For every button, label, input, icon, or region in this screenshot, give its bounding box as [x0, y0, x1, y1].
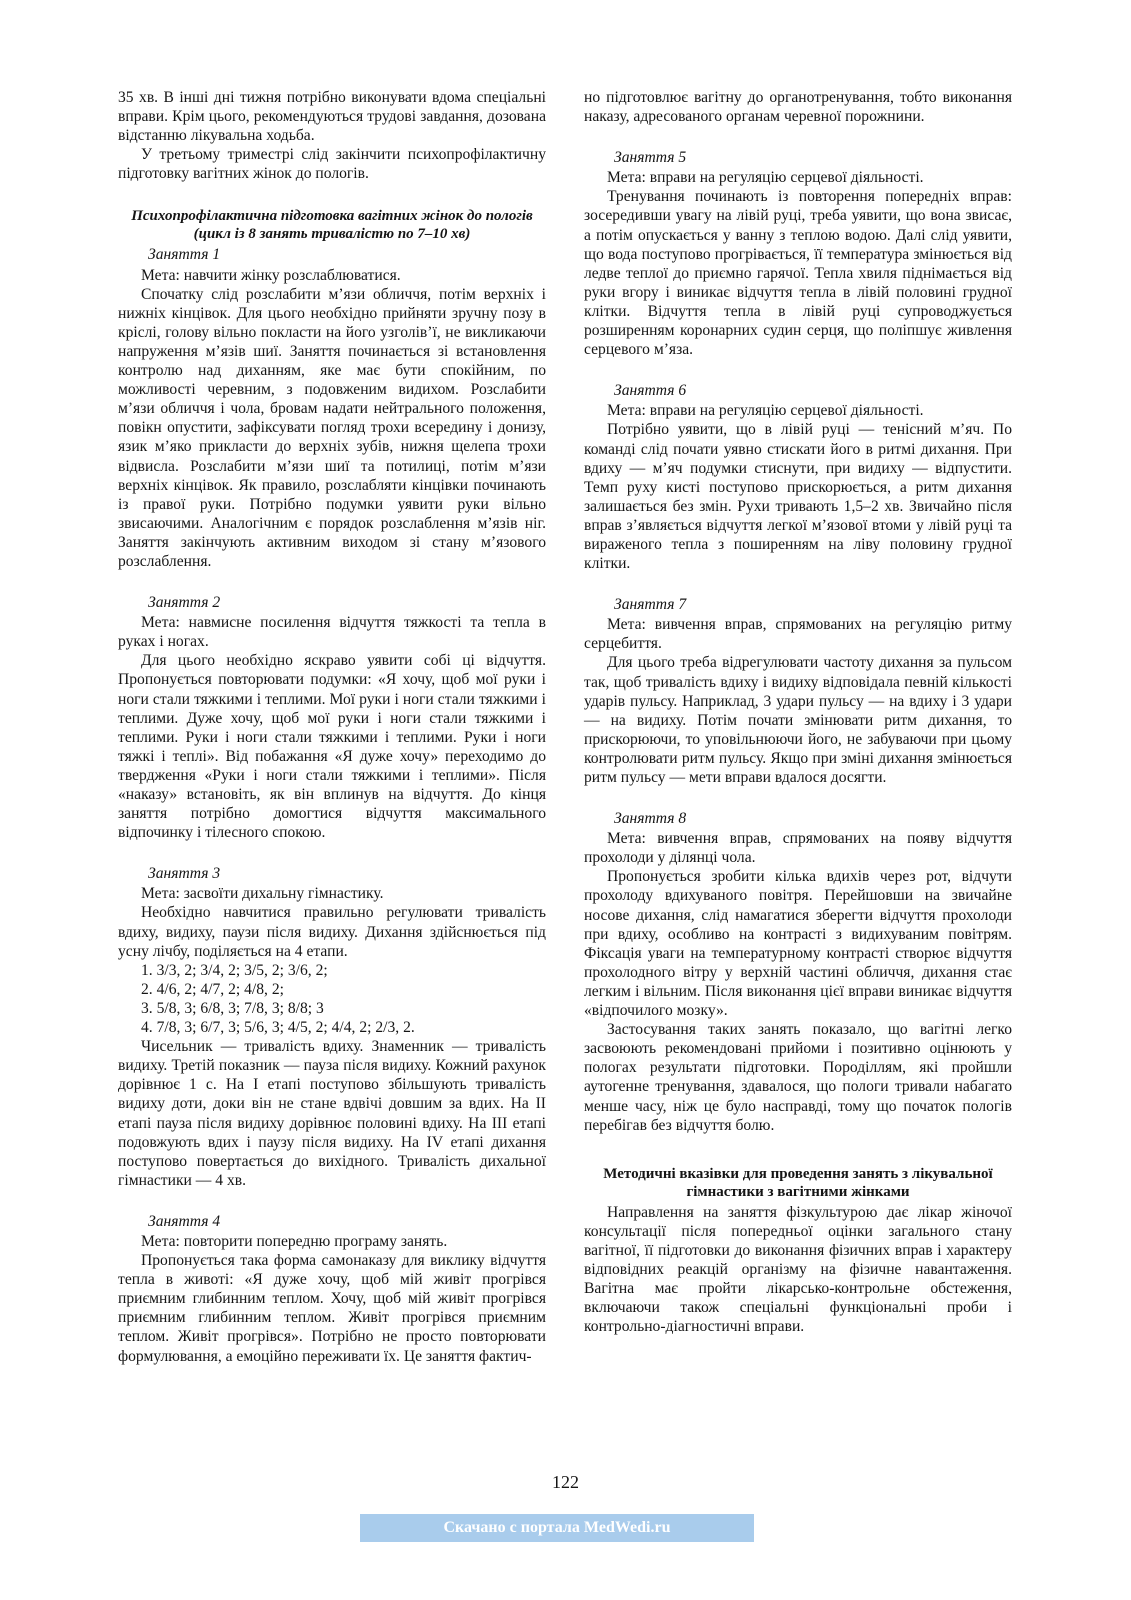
session-title: Заняття 6	[614, 382, 687, 400]
paragraph: Мета: вправи на регуляцію серцевої діяльності.	[607, 402, 924, 420]
left-column	[118, 88, 546, 1366]
breathing-formula: 4. 7/8, 3; 6/7, 3; 5/6, 3; 4/5, 2; 4/4, 2; 2/3, 2.	[141, 1019, 415, 1037]
watermark-banner: Скачано с портала MedWedi.ru	[360, 1514, 754, 1542]
paragraph: Направлення на заняття фізкультурою дає лікар жіночої консультації після попередньої оцінки загального стану вагітної, її підготовки до виконання фізичних вправ і характеру відповідних реакцій організму на фізичне навантаження. Вагітна має пройти лікарсько-контрольне обстеження, включаючи також спеціальні функціональні проби і контрольно-діагностичні вправи.	[584, 1203, 1012, 1336]
paragraph: Чисельник — тривалість вдиху. Знаменник — тривалість видиху. Третій показник — пауза після видиху. Кожний рахунок дорівнює 1 с. На І етапі поступово збільшують тривалість видиху доти, доки він не стане вдвічі довшим за вдих. На II етапі пауза після видиху дорівнює половині вдиху. На III етапі подовжують вдих і паузу після видиху. На IV етапі дихання поступово повертається до вихідного. Тривалість дихальної гімнастики — 4 хв.	[118, 1038, 546, 1189]
paragraph: но підготовлює вагітну до органотренування, тобто виконання наказу, адресованого органам черевної порожнини.	[584, 89, 1012, 126]
session-1	[118, 245, 546, 571]
session-title: Заняття 3	[148, 865, 221, 883]
paragraph: Мета: вправи на регуляцію серцевої діяльності.	[607, 169, 924, 187]
paragraph: Мета: вивчення вправ, спрямованих на регуляцію ритму серцебиття.	[584, 616, 1012, 653]
breathing-formula: 2. 4/6, 2; 4/7, 2; 4/8, 2;	[141, 980, 284, 998]
paragraph: Мета: вивчення вправ, спрямованих на появу відчуття прохолоди у ділянці чола.	[584, 830, 1012, 867]
session-title: Заняття 4	[148, 1212, 221, 1230]
paragraph: 35 хв. В інші дні тижня потрібно виконувати вдома спеціальні вправи. Крім цього, рекомендуються трудові завдання, дозована відстанню лікувальна ходьба.	[118, 89, 546, 145]
session-4	[118, 1212, 546, 1366]
paragraph: Застосування таких занять показало, що вагітні легко засвоюють рекомендовані прийоми і позитивно оцінюють у пологах результати підготовки. Породіллям, які пройшли аутогенне тренування, здавалося, що пологи тривали набагато менше часу, ніж це було насправді, тому що початок пологів перебігав без відчуття болю.	[584, 1021, 1012, 1134]
paragraph: Спочатку слід розслабити м’язи обличчя, потім верхніх і нижніх кінцівок. Для цього необхідно прийняти зручну позу в кріслі, голову вільно покласти на його узголів’ї, не викликаючи напруження м’язів шиї. Заняття починається зі встановлення контролю над диханням, яке має бути спокійним, по можливості черевним, з подовженим видихом. Розслабити м’язи обличчя і чола, бровам надати нейтрального положення, повікн опустити, зафіксувати погляд трохи всередину і донизу, язик м’яко прикласти до верхніх зубів, нижня щелепа трохи відвисла. Розслабити м’язи шиї та потилиці, потім м’язи верхніх кінцівок. Як правило, розслабляти кінцівки починають із правої руки. Потрібно подумки уявити руки вільно звисаючими. Аналогічним є порядок розслаблення м’язів ніг. Заняття закінчують активним виходом зі стану м’язового розслаблення.	[118, 285, 546, 570]
breathing-formula: 1. 3/3, 2; 3/4, 2; 3/5, 2; 3/6, 2;	[141, 961, 328, 979]
paragraph: Для цього необхідно яскраво уявити собі ці відчуття. Пропонується повторювати подумки: «Я хочу, щоб мої руки і ноги стали тяжкими і теплими. Мої руки і ноги стали тяжкими і теплими. Дуже хочу, щоб мої руки і ноги стали тяжкими і теплими. Руки і ноги стали тяжкими і теплими. Руки і ноги тяжкі і теплі». Від побажання «Я дуже хочу» переходимо до твердження «Руки і ноги стали тяжкими і теплими». Після «наказу» встановіть, як він вплинув на відчуття. До кінця заняття потрібно домогтися відчуття максимального відпочинку і тілесного спокою.	[118, 652, 546, 842]
section-heading: Методичні вказівки для проведення занять з лікувальної гімнастики з вагітними жінками	[603, 1165, 993, 1200]
page-number: 122	[552, 1472, 579, 1492]
paragraph: Мета: навчити жінку розслаблюватися.	[141, 266, 401, 284]
paragraph: Мета: повторити попередню програму занять.	[141, 1232, 448, 1250]
paragraph: Необхідно навчитися правильно регулювати тривалість вдиху, видиху, паузи після видиху. Дихання здійснюється під усну лічбу, поділяється на 4 етапи.	[118, 904, 546, 960]
session-title: Заняття 7	[614, 596, 687, 614]
paragraph: Пропонується така форма самонаказу для виклику відчуття тепла в животі: «Я дуже хочу, щоб мій живіт прогрівся приємним глибинним теплом. Хочу, щоб мій живіт прогрівся приємним глибинним теплом. Живіт прогрівся приємним теплом. Живіт прогрівся». Потрібно не просто повторювати формулювання, а емоційно переживати їх. Це заняття фактич-	[118, 1252, 546, 1365]
right-column	[584, 88, 1012, 1336]
paragraph: Потрібно уявити, що в лівій руці — тенісний м’яч. По команді слід почати уявно стискати його в ритмі дихання. При вдиху — м’яч подумки стиснути, при видиху — відпустити. Темп руху кисті поступово прискорюється, а ритм дихання залишається без змін. Рухи тривають 1,5–2 хв. Звичайно після вправ з’являється відчуття легкої м’язової втоми у лівій руці та вираженого тепла з поширенням на ліву половину грудної клітки.	[584, 421, 1012, 573]
session-title: Заняття 1	[148, 246, 221, 264]
session-5	[584, 148, 1012, 359]
paragraph: Пропонується зробити кілька вдихів через рот, відчути прохолоду вдихуваного повітря. Перейшовши на звичайне носове дихання, слід намагатися зберегти відчуття прохолоди при вдиху, особливо на контрасті з видихуваним повітрям. Фіксація уваги на температурному контрасті створює відчуття прохолодного вітру у верхній частині обличчя, дихання стає легким і вільним. Після виконання цієї вправи виникає відчуття «відпочилого мозку».	[584, 868, 1012, 1020]
breathing-formula: 3. 5/8, 3; 6/8, 3; 7/8, 3; 8/8; 3	[141, 999, 324, 1017]
session-6	[584, 381, 1012, 573]
session-3	[118, 864, 546, 1190]
session-title: Заняття 8	[614, 810, 687, 828]
paragraph: Для цього треба відрегулювати частоту дихання за пульсом так, щоб тривалість вдиху і видиху відповідала певній кількості ударів пульсу. Наприклад, 3 удари пульсу — на вдиху і 3 удари — на видиху. Потім почати змінювати ритм дихання, то прискорюючи, то уповільнюючи його, не забуваючи при цьому контролювати ритм пульсу. Якщо при зміні дихання змінюється ритм пульсу — мети вправи вдалося досягти.	[584, 654, 1012, 786]
paragraph: Тренування починають із повторення попередніх вправ: зосередивши увагу на лівій руці, треба уявити, що вона звисає, а потім опускається у ванну з теплою водою. Далі слід уявити, що вода поступово прогрівається, її температура змінюється від ледве теплої до приємно гарячої. Тепла хвиля піднімається від руки вгору і виникає відчуття тепла в лівій половині грудної клітки. Відчуття тепла в лівій руці супроводжується розширенням коронарних судин серця, що поліпшує живлення серцевого м’яза.	[584, 188, 1012, 359]
session-title: Заняття 5	[614, 149, 687, 167]
paragraph: У третьому триместрі слід закінчити психопрофілактичну підготовку вагітних жінок до пологів.	[118, 146, 546, 183]
paragraph: Мета: засвоїти дихальну гімнастику.	[141, 885, 384, 903]
session-2	[118, 593, 546, 842]
session-title: Заняття 2	[148, 594, 221, 612]
paragraph: Мета: навмисне посилення відчуття тяжкості та тепла в руках і ногах.	[118, 614, 546, 651]
session-7	[584, 595, 1012, 787]
session-8	[584, 809, 1012, 1135]
section-heading: Психопрофілактична підготовка вагітних жінок до пологів (цикл із 8 занять тривалістю по 7–10 хв)	[131, 208, 533, 243]
